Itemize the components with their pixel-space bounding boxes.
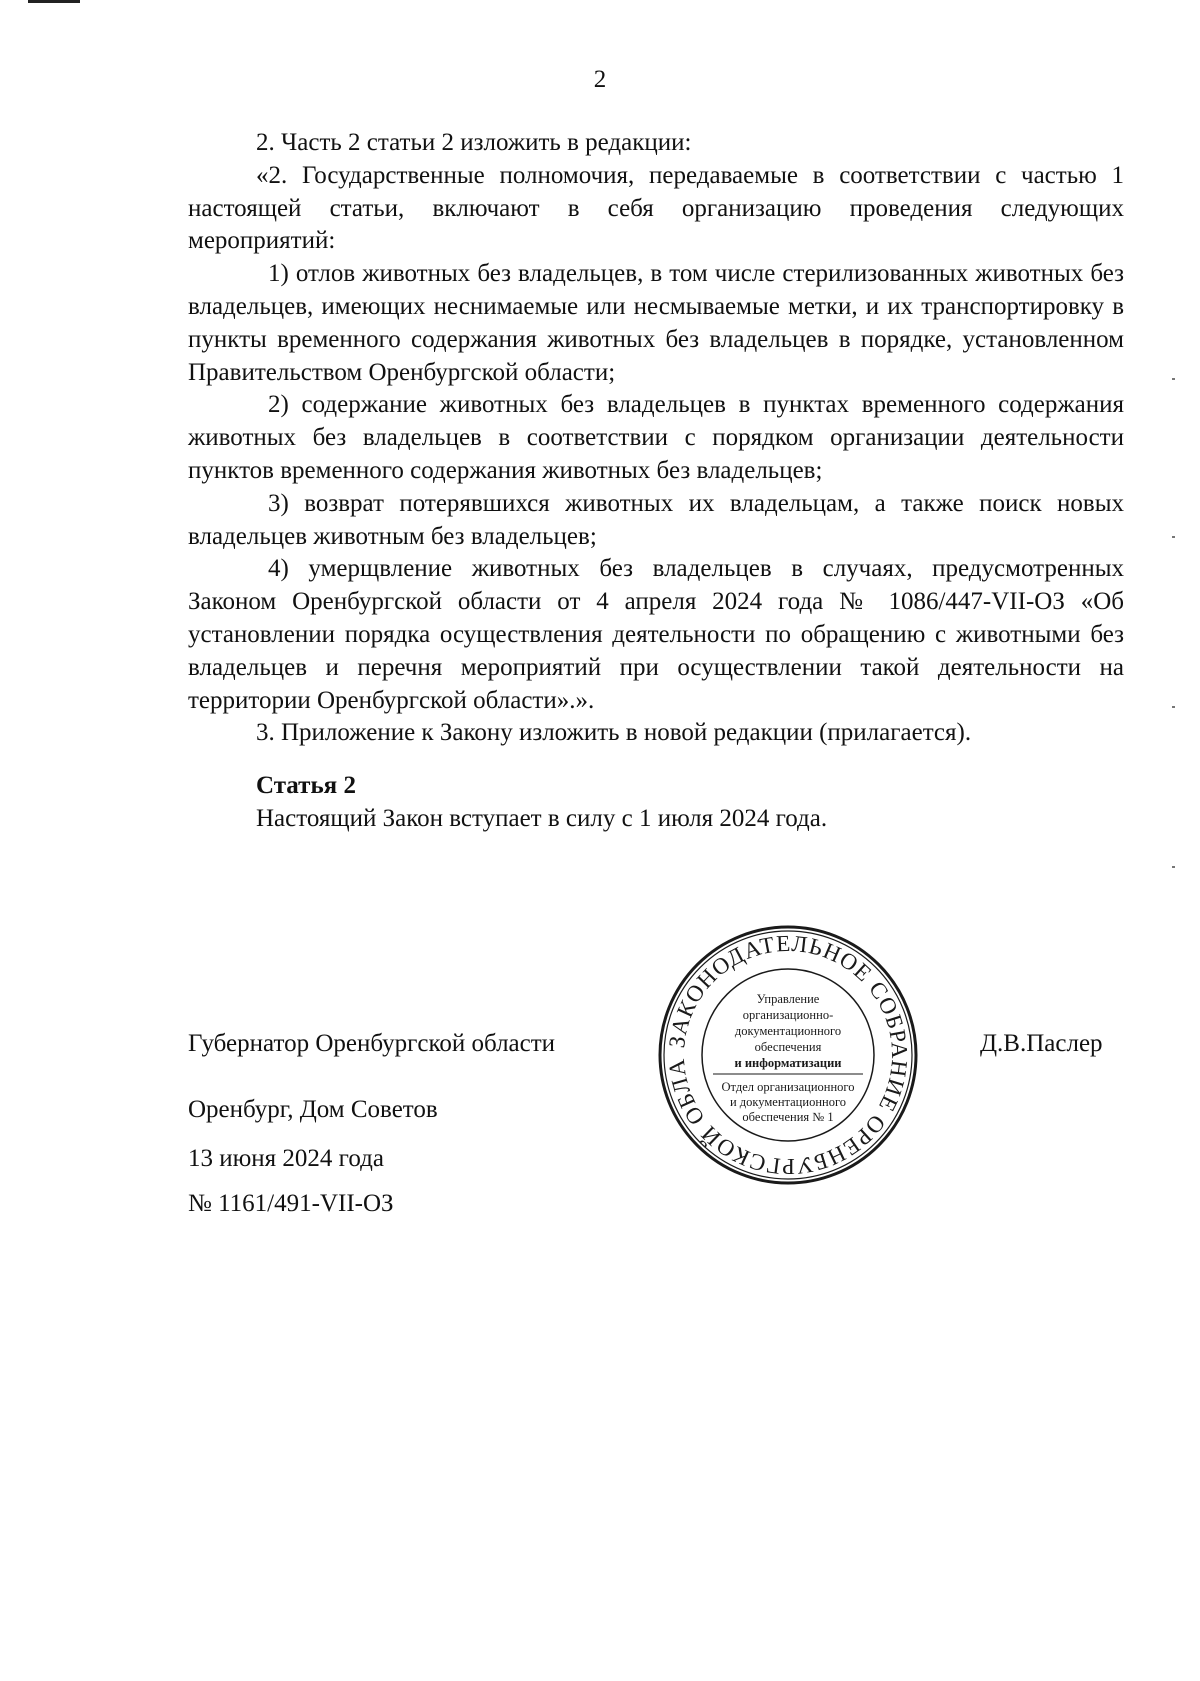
document-body — [188, 127, 1124, 836]
official-seal — [655, 922, 921, 1188]
seal-line-3: документационного — [734, 1024, 842, 1038]
scan-corner-mark — [28, 0, 80, 3]
seal-line-5: и информатизации — [734, 1056, 842, 1070]
footer-law-number: № 1161/491-VII-ОЗ — [188, 1190, 394, 1217]
scan-margin-tick — [1172, 536, 1175, 538]
signatory-position: Губернатор Оренбургской области — [188, 1030, 556, 1057]
subitem-1: 1) отлов животных без владельцев, в том числе стерилизованных животных без владельцев, имеющих неснимаемые или несмываемые метки, и их транспортировку в пункты временного содержания животных без владельцев в порядке, установленном Правительством Оренбургской области; — [188, 260, 1124, 386]
footer-place: Оренбург, Дом Советов — [188, 1096, 438, 1123]
article-2-text: Настоящий Закон вступает в силу с 1 июля 2024 года. — [256, 804, 828, 832]
seal-line-7: и документационного — [729, 1095, 847, 1109]
footer-date: 13 июня 2024 года — [188, 1145, 384, 1172]
seal-outer-ring — [660, 927, 916, 1183]
page-number: 2 — [593, 66, 607, 93]
seal-line-2: организационно- — [742, 1008, 834, 1022]
item-3: 3. Приложение к Закону изложить в новой редакции (прилагается). — [256, 719, 972, 747]
seal-line-6: Отдел организационного — [721, 1080, 855, 1094]
subitem-2: 2) содержание животных без владельцев в пунктах временного содержания животных без владельцев в соответствии с порядком организации деятельности пунктов временного содержания животных без владельцев; — [188, 391, 1124, 484]
subitem-4: 4) умерщвление животных без владельцев в случаях, предусмотренных Законом Оренбургской области от 4 апреля 2024 года № 1086/447-VII-ОЗ «Об установлении порядка осуществления деятельности по обращению с животными без владельцев и перечня мероприятий при осуществлении такой деятельности на территории Оренбургской области».». — [188, 555, 1124, 714]
scan-margin-tick — [1172, 706, 1175, 708]
item-2-quote: «2. Государственные полномочия, передаваемые в соответствии с частью 1 настоящей статьи, включают в себя организацию проведения следующих мероприятий: — [188, 161, 1124, 255]
seal-line-8: обеспечения № 1 — [742, 1110, 834, 1124]
item-2-intro: 2. Часть 2 статьи 2 изложить в редакции: — [256, 129, 692, 156]
signatory-name: Д.В.Паслер — [980, 1030, 1103, 1057]
article-2-block — [188, 770, 1124, 836]
seal-line-4: обеспечения — [754, 1040, 822, 1054]
scan-margin-tick — [1172, 378, 1175, 380]
subitem-3: 3) возврат потерявшихся животных их владельцам, а также поиск новых владельцев животным без владельцев; — [188, 489, 1124, 550]
official-seal-graphic — [655, 922, 921, 1188]
article-2-heading: Статья 2 — [256, 772, 356, 800]
seal-line-1: Управление — [756, 992, 820, 1006]
scan-margin-tick — [1172, 866, 1175, 868]
seal-ring-text: ЗАКОНОДАТЕЛЬНОЕ СОБРАНИЕ ОРЕНБУРГСКОЙ ОБЛА — [663, 930, 913, 1180]
